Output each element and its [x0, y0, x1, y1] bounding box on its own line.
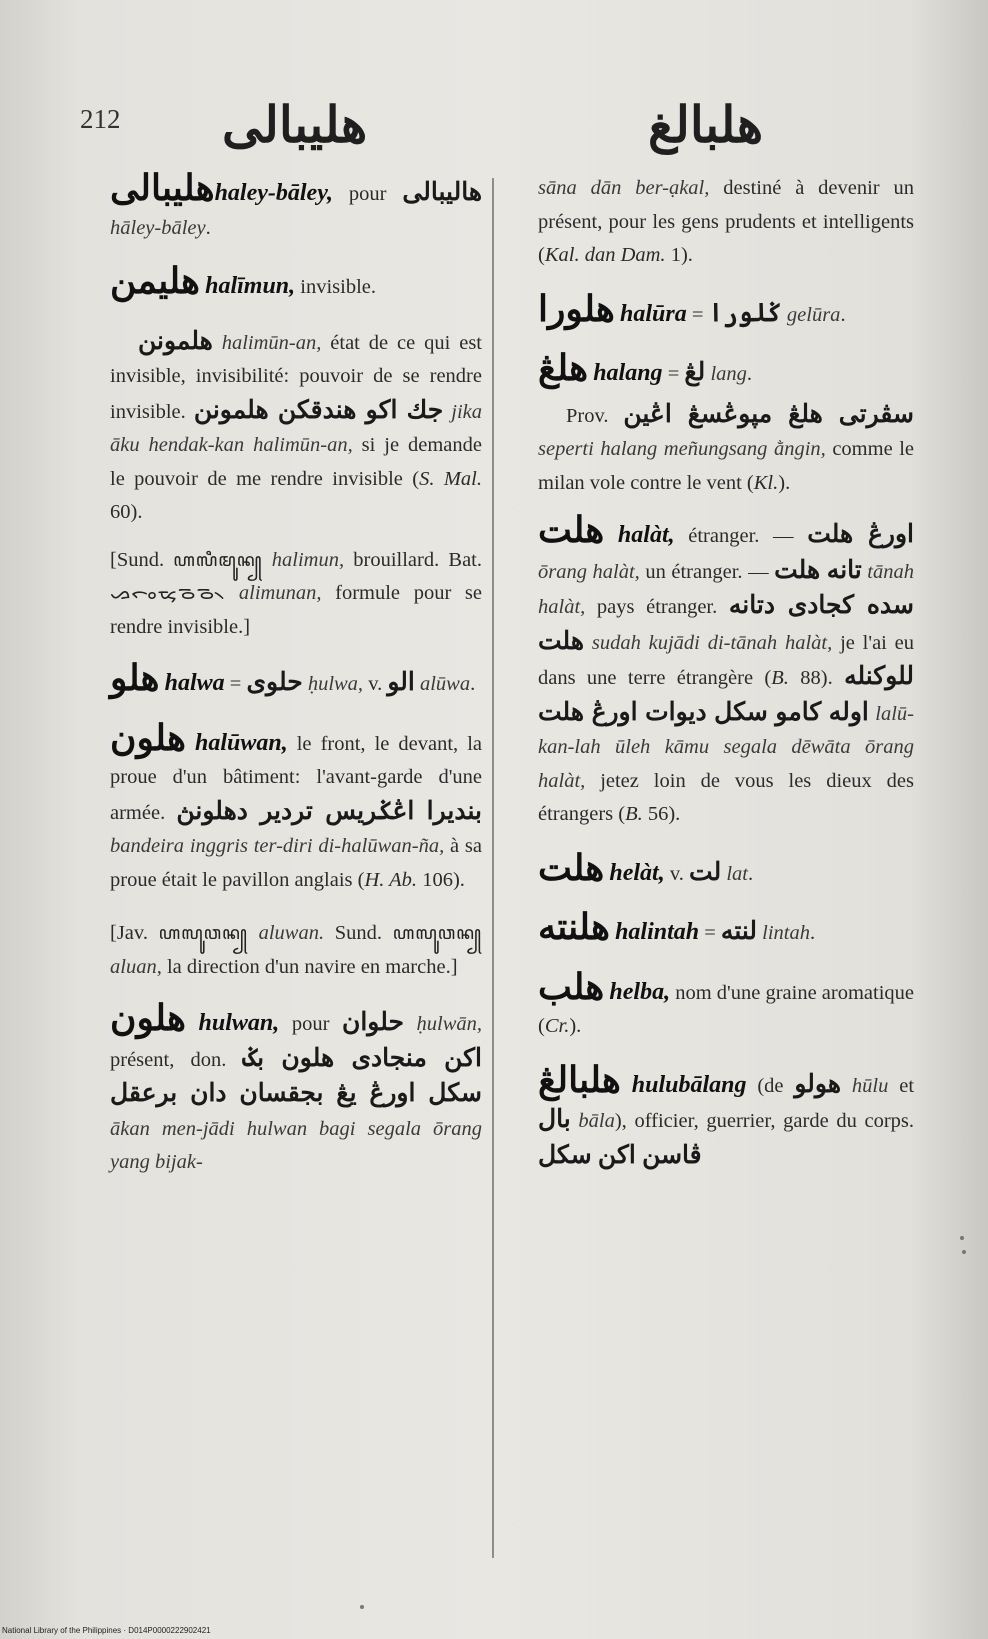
spacer-text	[263, 549, 272, 571]
right-column	[538, 172, 914, 1194]
arabic-headword: هلبالڠ	[538, 1059, 621, 1100]
arabic-text: ݢلورا	[708, 299, 782, 327]
headword: halūwan,	[194, 729, 288, 756]
arabic-text: لڠ	[684, 359, 706, 386]
arabic-headword: هلڠ	[538, 348, 589, 388]
transliteration: sudah kujādi di-tānah halàt,	[591, 631, 833, 654]
arabic-headword: هلب	[538, 966, 605, 1007]
transliteration: seperti halang meñungsang ằngin,	[538, 438, 826, 460]
transliteration: lalū-kan-lah ūleh kāmu segala dēwāta ōrang halàt,	[538, 702, 914, 792]
headword: halàt,	[617, 522, 675, 548]
spacer-text	[404, 1013, 417, 1035]
scan-footer: National Library of the Philippines · D014P0000222902421	[2, 1626, 211, 1635]
transliteration: alūwa	[419, 673, 471, 695]
definition-text: comme le milan vole contre le vent (	[538, 438, 914, 494]
column-divider	[492, 178, 494, 1558]
entry-hulubalang	[538, 1059, 915, 1175]
transliteration: ākan men-jādi hulwan bagi segala ōrang yang bijak-	[110, 1117, 482, 1173]
definition-text: .	[205, 216, 211, 239]
definition-text: =	[224, 673, 247, 695]
transliteration: alimunan,	[238, 582, 322, 604]
arabic-headword: هليبالى	[110, 168, 215, 208]
page-speck	[960, 1236, 964, 1240]
arabic-text: هلمونن	[138, 327, 213, 355]
definition-text: le front, le devant, la proue d'un bâtiment: l'avant-garde d'une armée.	[110, 732, 482, 824]
entry-halwa	[110, 658, 482, 702]
page-speck	[962, 1250, 966, 1254]
arabic-text: بال	[538, 1106, 571, 1133]
definition-text: un étranger. —	[639, 560, 775, 583]
proverb-halang	[538, 398, 914, 501]
definition-text: 88).	[788, 667, 845, 689]
continuation-hulwan	[538, 172, 914, 273]
source-reference: B.	[625, 803, 643, 825]
sundanese-script: ꦲꦭꦸꦮꦤ꧀	[392, 923, 483, 943]
headword: halintah	[615, 919, 700, 945]
transliteration: hūlu	[851, 1074, 889, 1097]
headword: halūra	[620, 300, 687, 327]
arabic-text: لت	[689, 858, 722, 886]
arabic-example: سڤرتى هلڠ مڽوڠسڠ اڠين	[623, 400, 914, 428]
arabic-text: تانه هلت	[774, 556, 862, 584]
transliteration: halimun,	[271, 548, 345, 571]
page-speck	[360, 1605, 364, 1609]
definition-text: ), officier, guerrier, garde du corps.	[614, 1110, 915, 1132]
subentry-haliman-an	[110, 325, 482, 530]
javanese-script: ꦲꦭꦸꦮꦤ꧀	[158, 923, 248, 943]
definition-text: (de	[746, 1074, 795, 1097]
running-head-left: هليبالى	[222, 97, 368, 153]
definition-text: ).	[569, 1015, 582, 1037]
note-text: la direction d'un navire en marche.]	[161, 955, 458, 978]
arabic-headword: هلون	[110, 717, 186, 758]
arabic-example: ڤاسن اکن سکل	[538, 1141, 702, 1169]
arabic-headword: هلت	[538, 847, 605, 888]
definition-text: présent, don.	[110, 1048, 243, 1071]
definition-text: .	[747, 862, 754, 885]
note-text: formule pour se rendre invisible.]	[110, 582, 483, 638]
entry-helat	[538, 847, 914, 892]
transliteration: bāla	[578, 1110, 615, 1132]
arabic-text: حلوى	[246, 669, 303, 696]
transliteration: lat	[726, 862, 748, 885]
definition-text: destiné à devenir un présent, pour les gens prudents et intelligents (	[538, 177, 915, 266]
definition-text: étranger. —	[674, 525, 808, 547]
definition-text: nom d'une graine aromatique (	[538, 981, 915, 1037]
arabic-headword: هلت	[538, 510, 605, 550]
page-number: 212	[80, 104, 121, 134]
source-reference: Cr.	[544, 1015, 570, 1037]
note-text: brouillard. Bat.	[344, 548, 482, 571]
definition-text: 56).	[642, 803, 681, 825]
headword: helàt,	[609, 859, 665, 886]
source-reference: Kl.	[753, 471, 779, 494]
spacer-text	[225, 582, 239, 604]
arabic-example: سده کجادى دتانه هلت	[538, 592, 914, 655]
headword: hulubālang	[631, 1071, 747, 1098]
entry-helba	[538, 966, 915, 1044]
entry-hulwan	[110, 998, 482, 1180]
headword: halang	[593, 360, 663, 386]
arabic-headword: هلورا	[538, 288, 615, 329]
entry-halat	[538, 510, 915, 832]
headword: halīmun,	[205, 273, 296, 299]
headword: halwa	[164, 670, 225, 696]
definition-text: =	[699, 922, 721, 944]
arabic-text: لنته	[720, 918, 758, 945]
entry-halimun	[110, 261, 482, 305]
arabic-text: هاليبالى	[402, 179, 482, 206]
arabic-example: للوکنله اوله کامو سکل ديوات اورڠ هلت	[538, 663, 914, 726]
transliteration: halimūn-an,	[221, 331, 322, 354]
definition-text: invisible.	[295, 276, 377, 298]
definition-text: pour	[279, 1013, 342, 1035]
transliteration: lang	[710, 363, 747, 385]
running-head-right: هلبالغ	[648, 97, 764, 153]
transliteration: gelūra	[786, 303, 841, 326]
definition-text: =	[662, 363, 685, 385]
transliteration: sāna dān ber-ạkal,	[538, 177, 710, 199]
entry-halintah	[538, 907, 914, 951]
spacer-text	[248, 922, 259, 944]
source-reference: Kal. dan Dam.	[544, 244, 666, 266]
transliteration: ōrang halàt,	[538, 560, 640, 583]
definition-text: à sa proue était le pavillon anglais (	[110, 835, 482, 891]
note-text: [Jav.	[110, 922, 159, 944]
transliteration: jika āku hendak-kan halimūn-an,	[110, 400, 482, 456]
transliteration: tānah halàt,	[538, 560, 914, 618]
definition-text: 106).	[417, 868, 465, 891]
headword: hulwan,	[198, 1010, 280, 1036]
transliteration: lintah	[762, 922, 810, 944]
note-text: Sund.	[324, 922, 393, 944]
definition-text: =	[686, 303, 709, 326]
arabic-headword: هلون	[110, 998, 186, 1038]
source-reference: S. Mal.	[419, 467, 482, 490]
arabic-text: اورڠ هلت	[807, 521, 914, 548]
headword: haley-bāley,	[214, 180, 333, 206]
transliteration: aluwan.	[258, 922, 325, 944]
source-reference: B.	[771, 667, 789, 689]
etymology-note-halimun	[110, 544, 482, 645]
definition-text: si je demande le pouvoir de me rendre invisible (	[110, 434, 482, 490]
definition-text: pays étranger.	[585, 596, 729, 618]
arabic-example: بنديرا اڠݢريس تردير دهلونڽ	[176, 797, 482, 825]
definition-text: état de ce qui est invisible, invisibilité: pouvoir de se rendre invisible.	[110, 331, 482, 423]
batak-script: ᯀᯞᯪᯔᯮᯉᯉ᯲	[110, 583, 226, 603]
definition-text: 1).	[665, 244, 693, 266]
entry-halang	[538, 348, 914, 392]
definition-text: 60).	[110, 501, 143, 523]
definition-text: v.	[363, 673, 388, 695]
definition-text: .	[810, 922, 816, 944]
definition-text: je l'ai eu dans une terre étrangère (	[538, 631, 915, 689]
arabic-headword: هليمن	[110, 261, 200, 301]
transliteration: ḥulwān,	[416, 1013, 482, 1035]
definition-text: .	[840, 303, 846, 326]
arabic-headword: هلو	[110, 658, 160, 698]
definition-text: jetez loin de vous les dieux des étrangers (	[538, 769, 914, 825]
proverb-label: Prov.	[566, 404, 624, 427]
definition-text: v.	[664, 862, 690, 885]
arabic-text: هولو	[794, 1070, 842, 1098]
definition-text: pour	[332, 183, 403, 205]
definition-text: et	[888, 1074, 915, 1097]
sundanese-script: ꦲꦭꦶꦩꦸꦤ꧀	[173, 549, 263, 570]
definition-text: ).	[778, 471, 791, 494]
source-reference: H. Ab.	[364, 868, 418, 891]
arabic-example: اكن منجادى هلون بݢ سکل اورڠ يڠ بجقسان دان برعقل	[110, 1044, 482, 1107]
left-column	[110, 168, 483, 1200]
entry-halura	[538, 288, 914, 333]
etymology-note-haluwan	[110, 917, 482, 984]
transliteration: aluan,	[110, 955, 162, 978]
transliteration: hāley-bāley	[110, 216, 206, 239]
arabic-text: حلوان	[341, 1009, 404, 1036]
arabic-text: الو	[387, 669, 415, 696]
definition-text: .	[470, 673, 476, 695]
definition-text: .	[746, 363, 753, 385]
transliteration: ḥulwa,	[307, 673, 364, 695]
note-text: [Sund.	[110, 548, 174, 571]
headword: helba,	[609, 978, 671, 1005]
spacer-text	[584, 632, 592, 654]
arabic-example: جك اكو هندقكن هلمونن	[193, 396, 444, 424]
transliteration: bandeira inggris ter-diri di-halūwan-ña,	[110, 835, 445, 857]
entry-haluwan	[110, 717, 482, 898]
arabic-headword: هلنته	[538, 907, 610, 947]
spacer-text	[841, 1075, 852, 1097]
entry-haley-baley	[110, 168, 482, 245]
